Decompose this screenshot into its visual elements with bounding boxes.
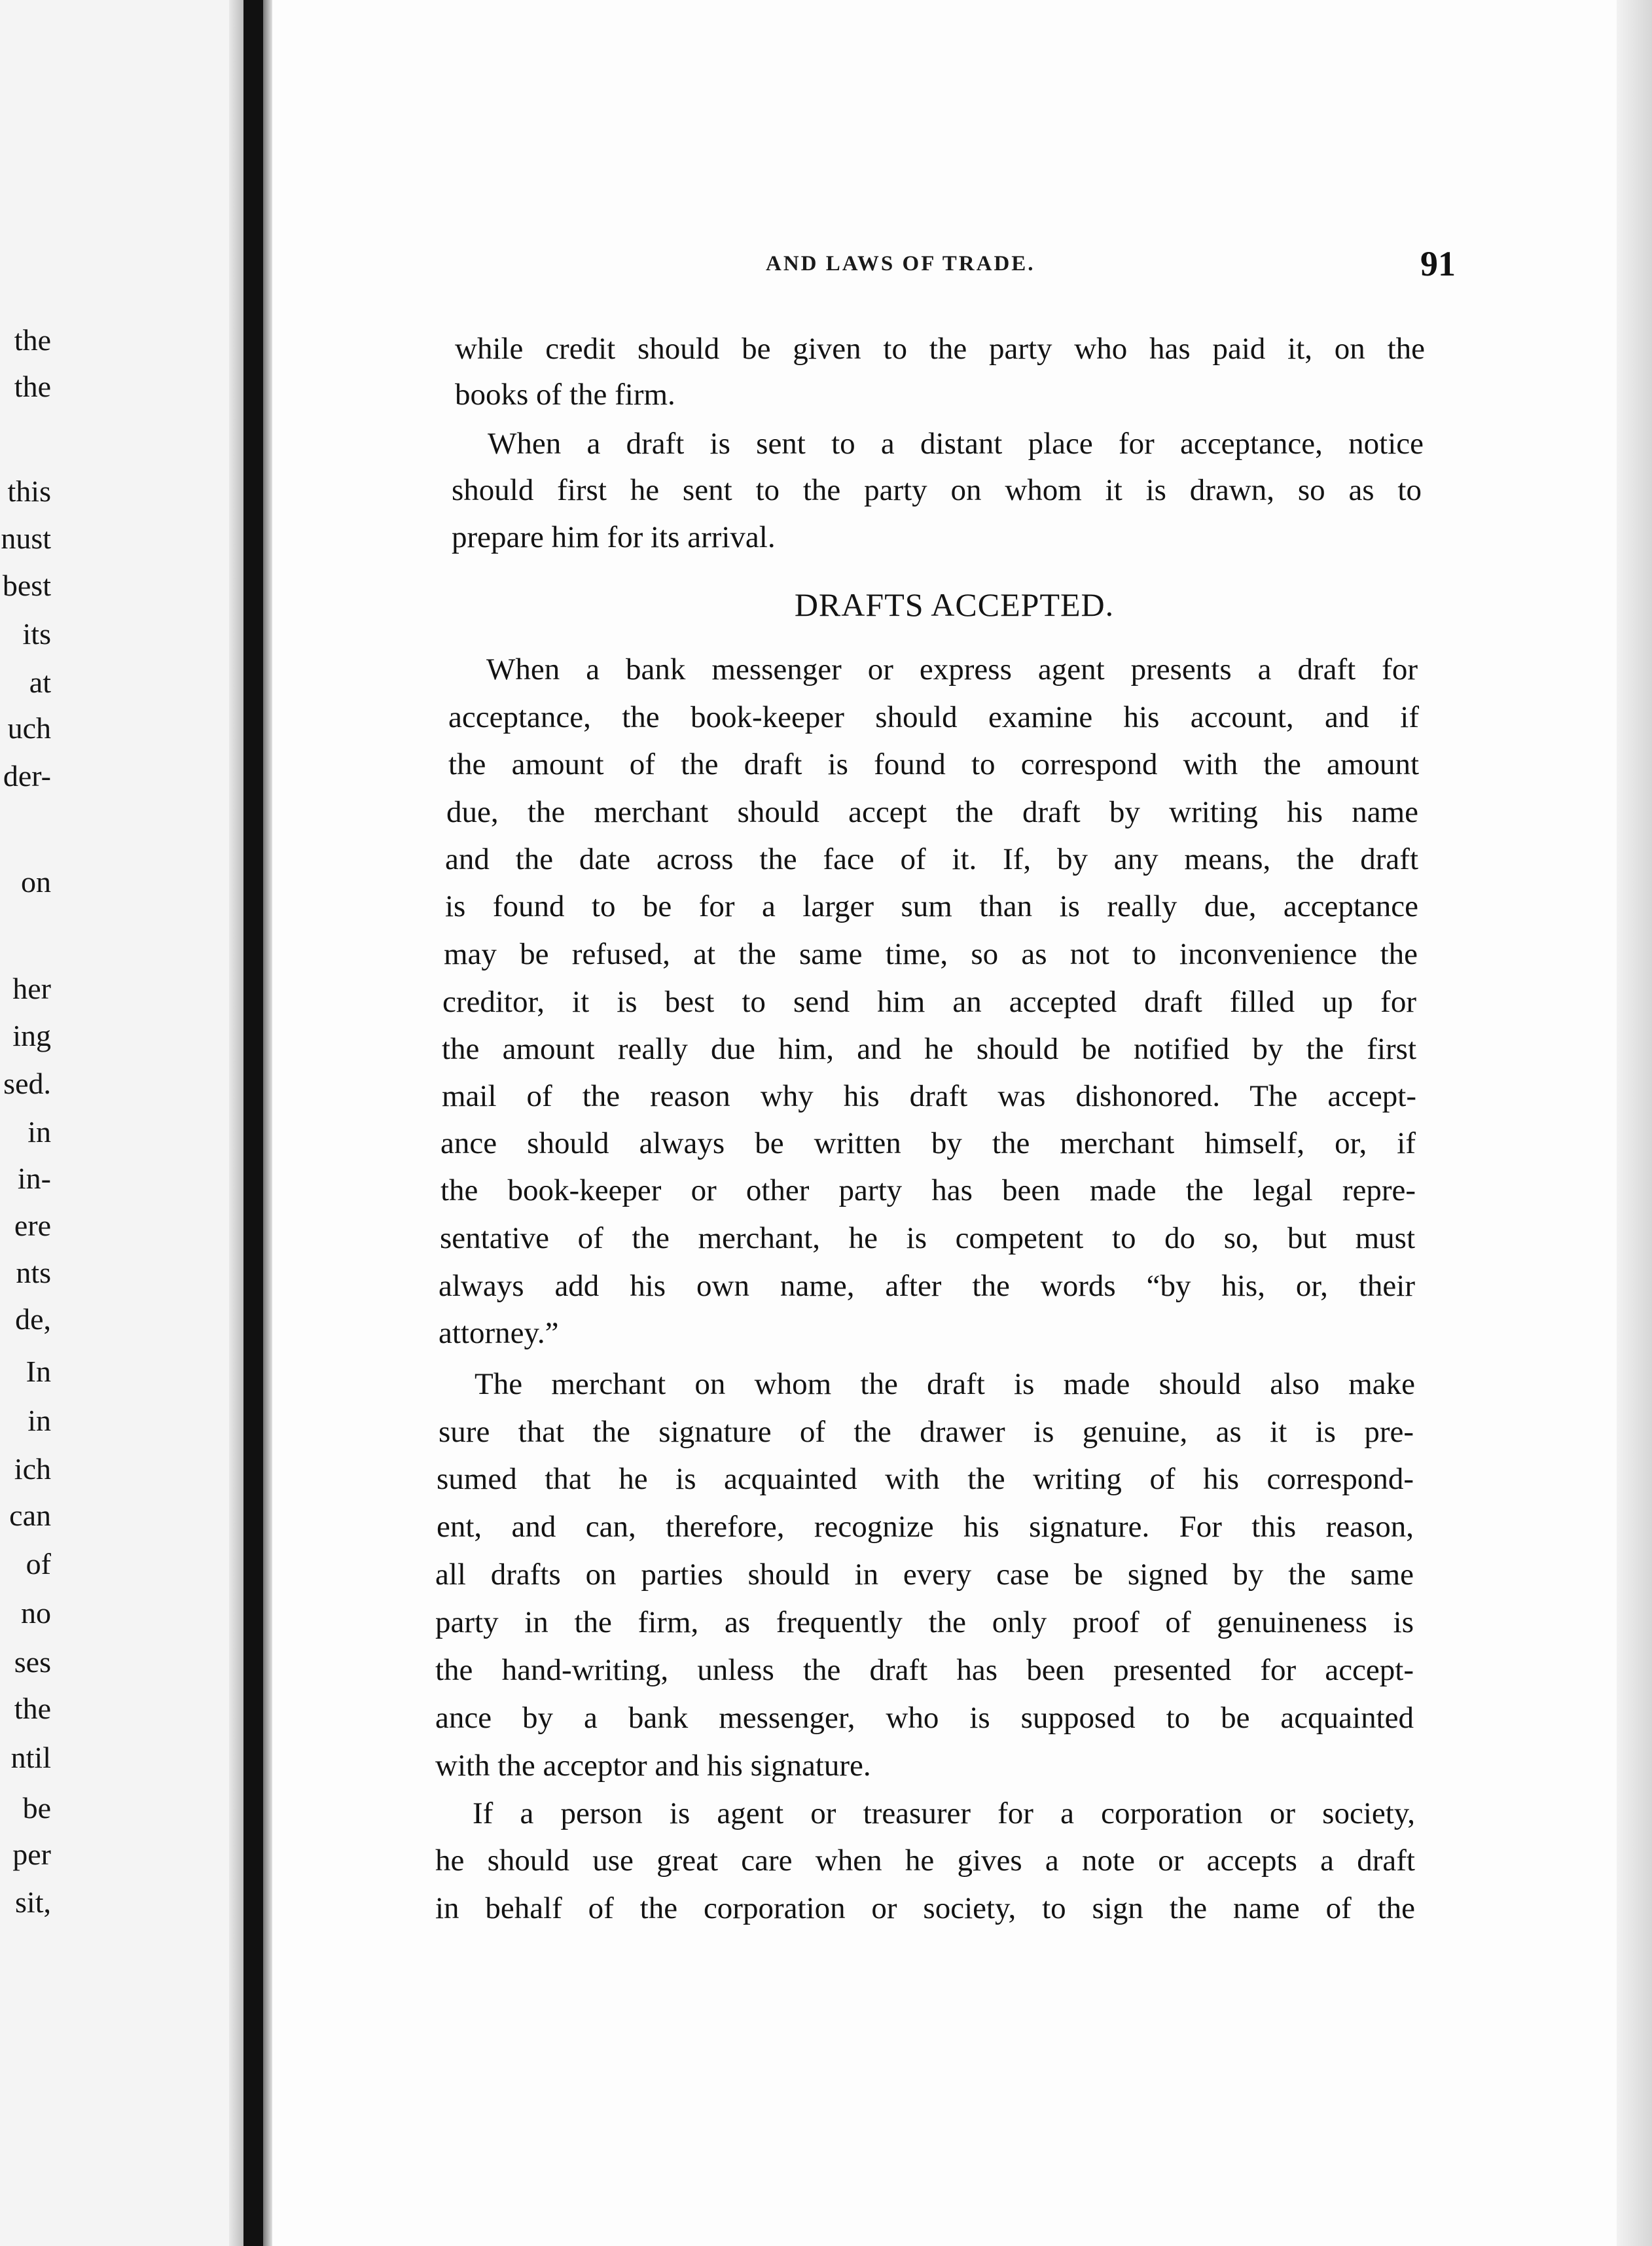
left-fragment: ses: [14, 1645, 51, 1679]
left-fragment: per: [12, 1838, 51, 1871]
left-fragment: of: [26, 1547, 51, 1580]
text-line: with the acceptor and his signature.: [435, 1749, 871, 1783]
left-fragment: ich: [14, 1452, 51, 1486]
text-line: due, the merchant should accept the draft by writing his name: [446, 795, 1418, 829]
text-line: party in the firm, as frequently the only proof of genuineness is: [435, 1605, 1414, 1639]
left-fragment: sit,: [15, 1885, 51, 1919]
text-line: ance by a bank messenger, who is supposed to be acquainted: [435, 1701, 1414, 1735]
text-line: prepare him for its arrival.: [452, 520, 776, 554]
left-fragment: der-: [3, 759, 51, 793]
page-number: 91: [1420, 244, 1456, 283]
text-line: he should use great care when he gives a note or accepts a draft: [435, 1844, 1415, 1878]
left-fragment: best: [2, 569, 51, 602]
left-fragment: the: [14, 370, 51, 403]
text-line: may be refused, at the same time, so as not to inconvenience the: [444, 937, 1418, 971]
left-fragment: nust: [1, 522, 51, 555]
text-line: books of the firm.: [455, 378, 675, 412]
left-fragment: nts: [16, 1256, 51, 1289]
left-fragment: be: [22, 1791, 51, 1825]
text-line: is found to be for a larger sum than is really due, acceptance: [445, 889, 1418, 923]
left-fragment: on: [21, 865, 51, 899]
text-line: the amount of the draft is found to correspond with the amount: [448, 747, 1419, 781]
text-line: When a bank messenger or express agent presents a draft for: [486, 652, 1418, 686]
left-fragment: this: [7, 474, 51, 508]
left-fragment: can: [9, 1499, 51, 1532]
spine-edge: [263, 0, 272, 2246]
running-header: AND LAWS OF TRADE.: [766, 252, 1035, 276]
text-line: all drafts on parties should in every case be signed by the same: [435, 1558, 1414, 1592]
text-line: always add his own name, after the words “by his, or, their: [439, 1269, 1415, 1303]
left-fragment: in-: [17, 1162, 51, 1195]
left-fragment: at: [29, 666, 51, 699]
left-fragment: ere: [14, 1209, 51, 1242]
left-fragment: uch: [7, 711, 51, 745]
left-fragment: her: [12, 972, 51, 1005]
left-fragment: ing: [12, 1019, 51, 1052]
left-fragment: In: [26, 1355, 51, 1388]
text-line: acceptance, the book-keeper should examine his account, and if: [448, 700, 1419, 734]
page-right-edge: [1617, 0, 1652, 2246]
text-line: sure that the signature of the drawer is genuine, as it is pre-: [439, 1415, 1414, 1449]
text-line: attorney.”: [439, 1316, 559, 1350]
left-fragment: ntil: [10, 1741, 51, 1774]
text-line: should first he sent to the party on whom it is drawn, so as to: [452, 473, 1422, 507]
left-fragment: sed.: [3, 1067, 51, 1100]
section-heading: [0, 586, 1652, 624]
section-heading-text: DRAFTS ACCEPTED.: [794, 586, 1115, 623]
left-fragment: de,: [15, 1302, 51, 1336]
book-spine: [243, 0, 263, 2246]
left-fragment: in: [27, 1115, 51, 1149]
text-line: The merchant on whom the draft is made should also make: [475, 1367, 1415, 1401]
left-fragment: the: [14, 323, 51, 357]
text-line: creditor, it is best to send him an accepted draft filled up for: [442, 985, 1416, 1019]
left-fragment: the: [14, 1692, 51, 1725]
text-line: the book-keeper or other party has been made the legal repre-: [440, 1173, 1416, 1207]
text-line: in behalf of the corporation or society, to sign the name of the: [435, 1891, 1415, 1925]
text-line: and the date across the face of it. If, by any means, the draft: [445, 842, 1418, 876]
text-line: ance should always be written by the merchant himself, or, if: [440, 1126, 1416, 1160]
text-line: mail of the reason why his draft was dishonored. The accept-: [442, 1079, 1416, 1113]
left-fragment: no: [21, 1596, 51, 1630]
text-line: while credit should be given to the party who has paid it, on the: [455, 332, 1425, 366]
left-fragment: its: [22, 617, 51, 651]
text-line: sumed that he is acquainted with the writing of his correspond-: [437, 1462, 1414, 1496]
text-line: ent, and can, therefore, recognize his signature. For this reason,: [437, 1510, 1414, 1544]
left-fragment: in: [27, 1404, 51, 1437]
text-line: If a person is agent or treasurer for a corporation or society,: [473, 1796, 1415, 1830]
gutter-shadow: [229, 0, 243, 2246]
text-line: the amount really due him, and he should be notified by the first: [442, 1032, 1416, 1066]
text-line: the hand-writing, unless the draft has been presented for accept-: [435, 1653, 1414, 1687]
text-line: When a draft is sent to a distant place for acceptance, notice: [488, 427, 1424, 461]
text-line: sentative of the merchant, he is competent to do so, but must: [440, 1221, 1415, 1255]
